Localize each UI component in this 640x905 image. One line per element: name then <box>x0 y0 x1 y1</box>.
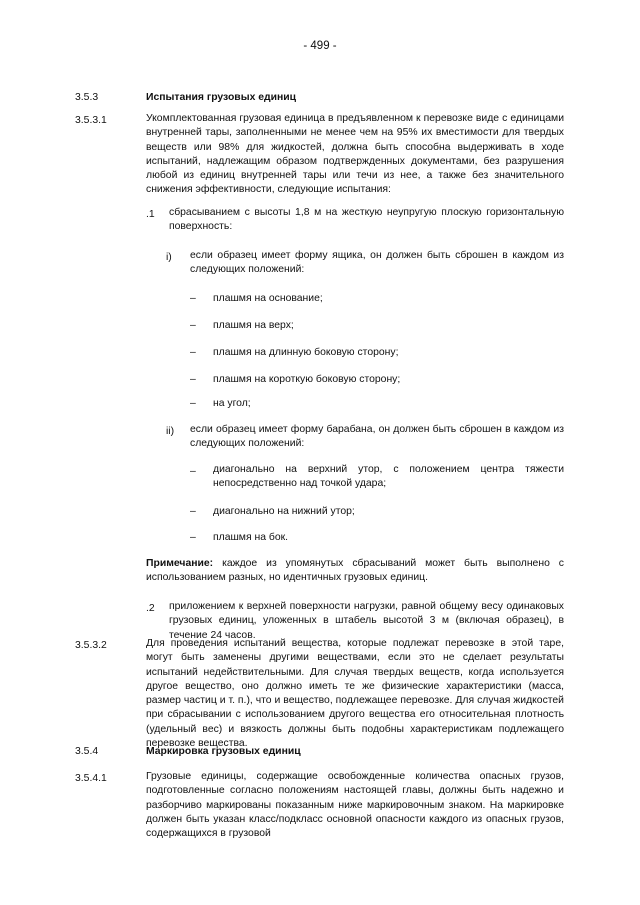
dash-bullet: – <box>190 374 196 385</box>
item-label: .2 <box>146 603 155 614</box>
list-item: плашмя на верх; <box>213 320 294 331</box>
dash-bullet: – <box>190 293 196 304</box>
list-item: плашмя на короткую боковую сторону; <box>213 374 401 385</box>
dash-bullet: – <box>190 320 196 331</box>
subitem-label: ii) <box>166 426 175 437</box>
item-text: сбрасыванием с высоты 1,8 м на жесткую неупругую плоскую горизонтальную поверхность: <box>169 207 564 233</box>
list-item: диагонально на нижний утор; <box>213 506 355 517</box>
note-label: Примечание: <box>146 558 214 569</box>
dash-bullet: – <box>190 466 196 477</box>
section-paragraph: Для проведения испытаний вещества, которые подлежат перевозке в этой таре, могут быть заменены другими веществами, если это не сделает результаты испытаний недействительными. Для случая твердых веществ, когда используется другое вещество, оно должно иметь те же физические характеристики (масса, размер частиц и т. п.), что и вещество, подлежащее перевозке. Для случая жидкостей при сбрасывании с использованием другого вещества его относительная плотность (удельный вес) и вязкость должны быть подобны характеристикам подлежащего перевозке вещества. <box>146 638 564 750</box>
page-number: - 499 - <box>303 40 337 52</box>
list-item: плашмя на основание; <box>213 293 323 304</box>
section-heading: Маркировка грузовых единиц <box>146 746 301 757</box>
dash-bullet: – <box>190 347 196 358</box>
item-text: приложением к верхней поверхности нагрузки, равной общему весу одинаковых грузовых единиц, уложенных в штабель высотой 3 м (включая образец), в течение 24 часов. <box>169 601 564 641</box>
list-item: на угол; <box>213 398 251 409</box>
section-number: 3.5.4.1 <box>75 773 107 784</box>
subitem-text: если образец имеет форму барабана, он должен быть сброшен в каждом из следующих положений: <box>190 424 564 450</box>
list-item: плашмя на бок. <box>213 532 289 543</box>
note-paragraph <box>146 557 564 586</box>
dash-bullet: – <box>190 506 196 517</box>
section-number: 3.5.4 <box>75 746 99 757</box>
section-number: 3.5.3.2 <box>75 640 107 651</box>
item-label: .1 <box>146 209 155 220</box>
list-item: диагонально на верхний утор, с положением центра тяжести непосредственно над точкой удара; <box>213 464 564 490</box>
note-text: каждое из упомянутых сбрасываний может быть выполнено с использованием разных, но идентичных грузовых единиц. <box>146 558 564 584</box>
section-heading: Испытания грузовых единиц <box>146 92 297 103</box>
section-number: 3.5.3.1 <box>75 115 107 126</box>
section-number: 3.5.3 <box>75 92 99 103</box>
list-item: плашмя на длинную боковую сторону; <box>213 347 399 358</box>
subitem-text: если образец имеет форму ящика, он должен быть сброшен в каждом из следующих положений: <box>190 250 564 276</box>
dash-bullet: – <box>190 532 196 543</box>
section-paragraph: Грузовые единицы, содержащие освобожденные количества опасных грузов, подготовленные согласно положениям настоящей главы, должны быть надежно и разборчиво маркированы показанным ниже маркировочным знаком. На маркировке должен быть указан класс/подкласс основной опасности каждого из опасных грузов, содержащихся в грузовой <box>146 771 564 840</box>
subitem-label: i) <box>166 252 172 263</box>
section-paragraph: Укомплектованная грузовая единица в предъявленном к перевозке виде с единицами внутренней тары, заполненными не менее чем на 95% их вместимости для твердых веществ или 98% для жидкостей, должна быть способна выдерживать в ходе испытаний, надлежащим образом подтвержденных документами, без разрушения любой из единиц внутренней тары или течи из нее, а также без значительного снижения эффективности, следующие испытания: <box>146 113 564 196</box>
dash-bullet: – <box>190 398 196 409</box>
